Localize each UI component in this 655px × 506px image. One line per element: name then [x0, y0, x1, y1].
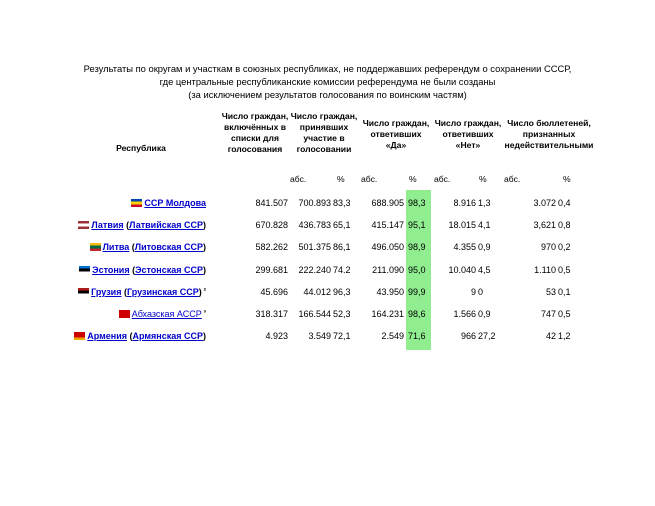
cell-yes-abs: 496.050	[371, 242, 404, 252]
cell-part-abs: 501.375	[298, 242, 331, 252]
cell-yes-pct: 95,0	[408, 265, 426, 275]
cell-part-pct: 52,3	[333, 309, 351, 319]
cell-part-pct: 74.2	[333, 265, 351, 275]
cell-part-pct: 72,1	[333, 331, 351, 341]
cell-no-abs: 4.355	[453, 242, 476, 252]
subheader-yes-pct: %	[409, 174, 417, 184]
header-registered: Число граждан, включённых в списки для голосования	[221, 111, 289, 154]
cell-part-pct: 96,3	[333, 287, 351, 297]
cell-part-pct: 65,1	[333, 220, 351, 230]
cell-registered: 841.507	[255, 198, 288, 208]
ssr-link[interactable]: Армянская ССР	[132, 331, 203, 341]
ssr-link[interactable]: Грузинская ССР	[126, 287, 199, 297]
cell-registered: 4.923	[265, 331, 288, 341]
republic-cell	[131, 198, 206, 208]
cell-registered: 45.696	[260, 287, 288, 297]
title-line-2: где центральные республиканские комиссии референдума не были созданы	[159, 76, 496, 87]
cell-no-abs: 966	[460, 331, 476, 341]
cell-inv-abs: 3,621	[533, 220, 556, 230]
republic-link[interactable]: Абхазская АССР	[131, 309, 202, 319]
cell-inv-pct: 0,5	[558, 265, 571, 275]
republic-paren-open: (	[123, 220, 130, 230]
cell-no-pct: 4,1	[478, 220, 491, 230]
ssr-link[interactable]: Литовская ССР	[134, 242, 203, 252]
cell-no-abs: 18.015	[448, 220, 476, 230]
footnote-mark: ³	[201, 310, 206, 317]
cell-part-abs: 700.893	[298, 198, 331, 208]
cell-registered: 299.681	[255, 265, 288, 275]
cell-no-pct: 27,2	[478, 331, 496, 341]
subheader-no-abs: абс.	[434, 174, 451, 184]
cell-yes-pct: 98,3	[408, 198, 426, 208]
republic-link[interactable]: ССР Молдова	[144, 198, 206, 208]
republic-link[interactable]: Литва	[102, 242, 130, 252]
republic-paren-open: (	[129, 265, 136, 275]
cell-part-abs: 3.549	[308, 331, 331, 341]
republic-link[interactable]: Грузия	[91, 287, 122, 297]
cell-yes-abs: 2.549	[381, 331, 404, 341]
cell-inv-pct: 0,8	[558, 220, 571, 230]
footnote-mark: ²	[201, 288, 206, 295]
cell-part-abs: 436.783	[298, 220, 331, 230]
header-participated: Число граждан, принявших участие в голосовании	[290, 111, 358, 154]
republic-paren-open: (	[121, 287, 127, 297]
cell-yes-pct: 98,6	[408, 309, 426, 319]
republic-paren-close: )	[203, 331, 206, 341]
republic-paren-open: (	[129, 242, 135, 252]
flag-icon	[119, 310, 130, 318]
subheader-part-pct: %	[337, 174, 345, 184]
subheader-yes-abs: абс.	[361, 174, 378, 184]
cell-no-pct: 0	[478, 287, 484, 297]
cell-no-abs: 10.040	[448, 265, 476, 275]
cell-no-abs: 8.916	[453, 198, 476, 208]
cell-inv-pct: 1,2	[558, 331, 571, 341]
cell-inv-pct: 0,4	[558, 198, 571, 208]
flag-icon	[74, 332, 85, 340]
cell-yes-pct: 95,1	[408, 220, 426, 230]
title-line-1: Результаты по округам и участкам в союзных республиках, не поддержавших референдум о сохранении СССР,	[83, 63, 572, 74]
subheader-inv-abs: абс.	[504, 174, 521, 184]
cell-part-pct: 86,1	[333, 242, 351, 252]
cell-inv-pct: 0,2	[558, 242, 571, 252]
cell-yes-abs: 211.090	[372, 265, 404, 275]
cell-part-abs: 166.544	[298, 309, 331, 319]
flag-icon	[79, 266, 90, 274]
republic-cell	[79, 265, 206, 275]
cell-registered: 582.262	[255, 242, 288, 252]
cell-no-pct: 0,9	[478, 242, 491, 252]
cell-yes-pct: 71,6	[408, 331, 426, 341]
cell-inv-abs: 42	[545, 331, 556, 341]
cell-yes-abs: 164.231	[371, 309, 404, 319]
cell-yes-abs: 415.147	[371, 220, 404, 230]
cell-no-abs: 9	[470, 287, 476, 297]
cell-inv-abs: 1.110	[534, 265, 556, 275]
republic-paren-close: )	[203, 220, 206, 230]
cell-part-pct: 83,3	[333, 198, 351, 208]
flag-icon	[131, 199, 142, 207]
cell-inv-abs: 3.072	[533, 198, 556, 208]
cell-inv-abs: 53	[545, 287, 556, 297]
subheader-part-abs: абс.	[290, 174, 307, 184]
cell-no-pct: 4,5	[478, 265, 491, 275]
header-invalid: Число бюллетеней, признанных недействительными	[504, 118, 594, 150]
republic-link[interactable]: Эстония	[92, 265, 130, 275]
header-no: Число граждан, ответивших «Нет»	[434, 118, 502, 150]
cell-part-abs: 222.240	[298, 265, 331, 275]
subheader-inv-pct: %	[563, 174, 571, 184]
republic-paren-open: (	[127, 331, 133, 341]
title-line-3: (за исключением результатов голосования по воинским частям)	[188, 89, 467, 100]
republic-paren-close: )	[203, 265, 206, 275]
cell-yes-pct: 99,9	[408, 287, 426, 297]
republic-paren-close: )	[203, 242, 206, 252]
republic-cell	[119, 309, 206, 319]
cell-yes-abs: 43.950	[376, 287, 404, 297]
republic-paren-close: )	[198, 287, 202, 297]
ssr-link[interactable]: Латвийская ССР	[129, 220, 203, 230]
cell-inv-pct: 0,1	[558, 287, 571, 297]
flag-icon	[90, 243, 101, 251]
republic-link[interactable]: Латвия	[91, 220, 124, 230]
header-republic: Республика	[116, 143, 166, 153]
cell-part-abs: 44.012	[303, 287, 331, 297]
cell-yes-pct: 98,9	[408, 242, 426, 252]
cell-yes-abs: 688.905	[371, 198, 404, 208]
cell-no-pct: 1,3	[478, 198, 491, 208]
header-yes: Число граждан, ответивших «Да»	[362, 118, 430, 150]
flag-icon	[78, 288, 89, 296]
cell-inv-abs: 970	[540, 242, 556, 252]
cell-inv-pct: 0,5	[558, 309, 571, 319]
republic-cell	[90, 242, 206, 252]
cell-no-abs: 1.566	[453, 309, 476, 319]
republic-cell	[78, 220, 206, 230]
republic-cell	[74, 331, 206, 341]
cell-inv-abs: 747	[540, 309, 556, 319]
cell-no-pct: 0,9	[478, 309, 491, 319]
cell-registered: 318.317	[255, 309, 288, 319]
cell-registered: 670.828	[255, 220, 288, 230]
republic-link[interactable]: Армения	[87, 331, 127, 341]
ssr-link[interactable]: Эстонская ССР	[135, 265, 203, 275]
republic-cell	[78, 287, 206, 297]
subheader-no-pct: %	[479, 174, 487, 184]
flag-icon	[78, 221, 89, 229]
